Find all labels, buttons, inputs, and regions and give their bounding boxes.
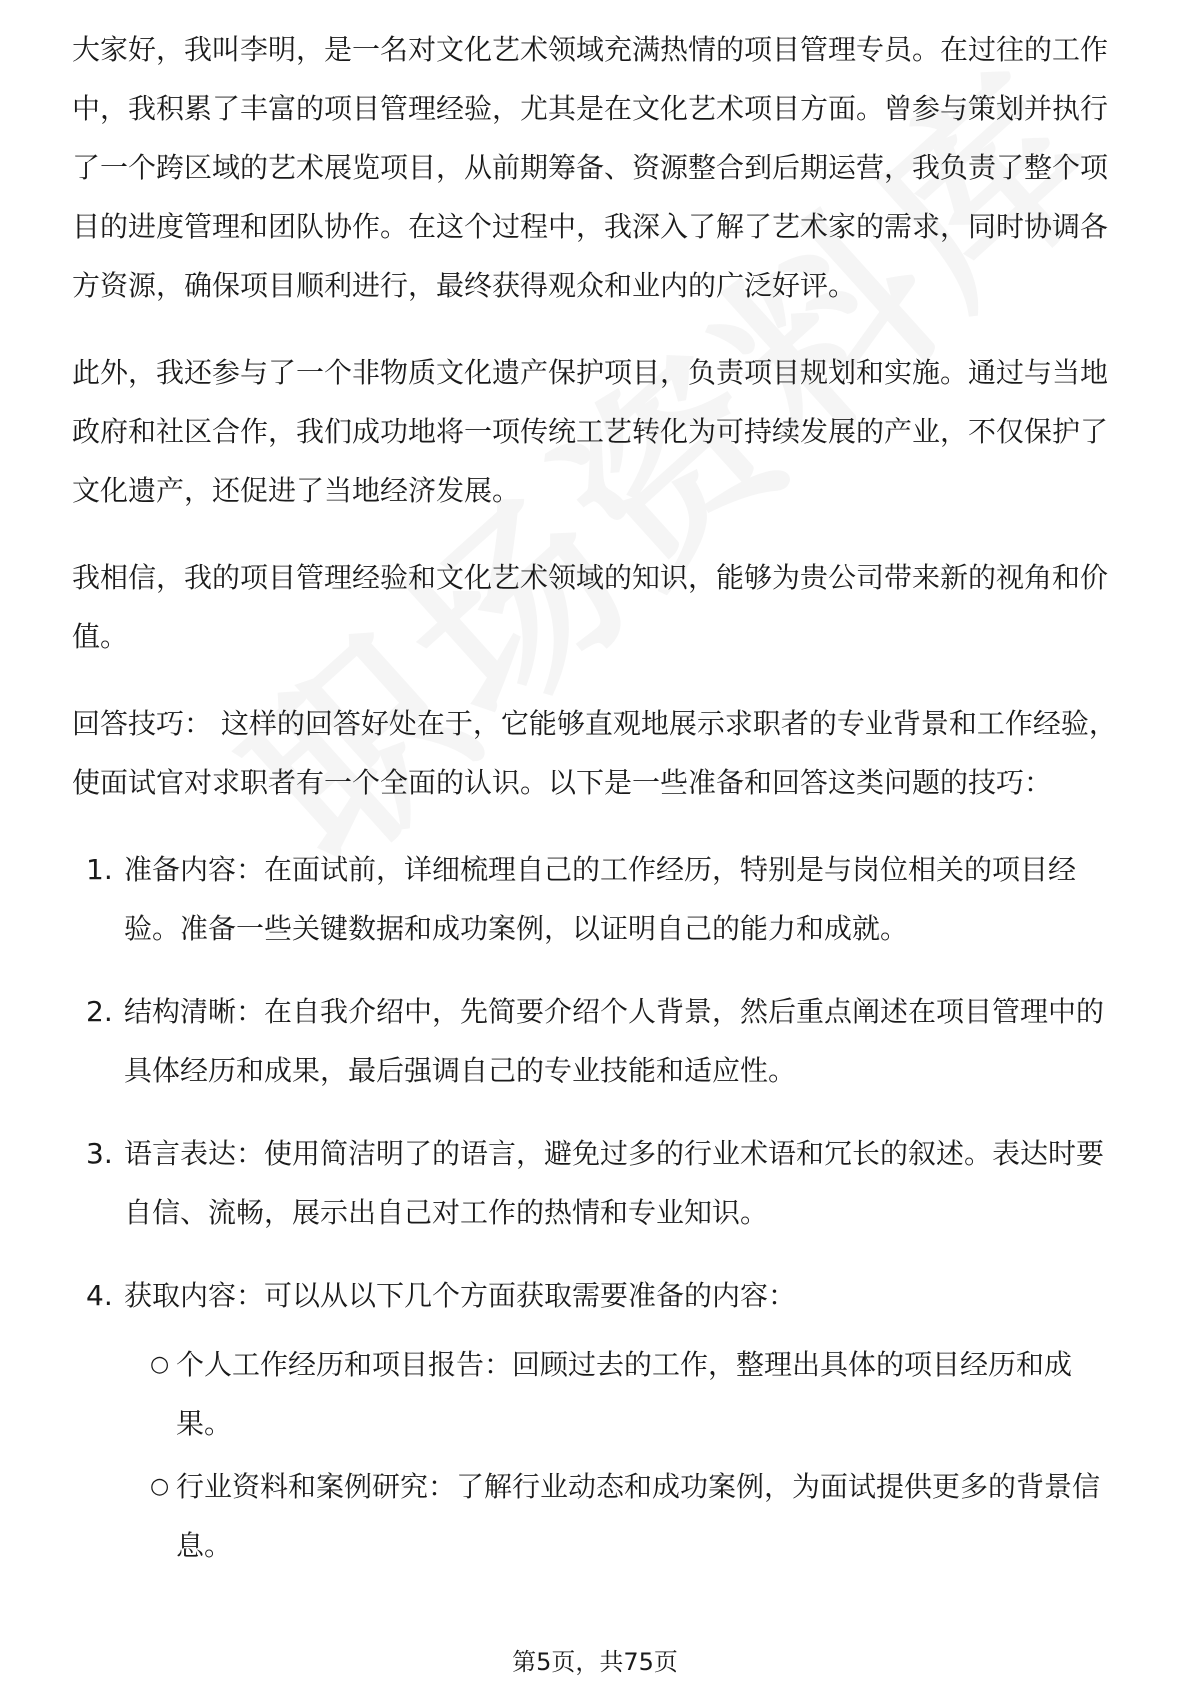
answer-tips-paragraph: 回答技巧： 这样的回答好处在于，它能够直观地展示求职者的专业背景和工作经验，使面试官对求职者有一个全面的认识。以下是一些准备和回答这类问题的技巧： — [72, 707, 1117, 799]
intro-paragraph: 大家好，我叫李明，是一名对文化艺术领域充满热情的项目管理专员。在过往的工作中，我积累了丰富的项目管理经验，尤其是在文化艺术项目方面。曾参与策划并执行了一个跨区域的艺术展览项目，从前期筹备、资源整合到后期运营，我负责了整个项目的进度管理和团队协作。在这个过程中，我深入了解了艺术家的需求，同时协调各方资源，确保项目顺利进行，最终获得观众和业内的广泛好评。 — [72, 33, 1109, 302]
list-item-text: 行业资料和案例研究：了解行业动态和成功案例，为面试提供更多的背景信息。 — [176, 1470, 1101, 1562]
sources-list — [72, 1335, 1120, 1575]
list-item — [72, 1266, 1120, 1575]
circle-bullet-icon: ○ — [150, 1352, 170, 1377]
tips-list — [72, 840, 1120, 1575]
list-item — [72, 840, 1120, 958]
list-item — [72, 1124, 1120, 1242]
page-number: 第5页，共75页 — [512, 1648, 678, 1676]
list-item — [72, 982, 1120, 1100]
list-number: 3. — [86, 1137, 113, 1170]
circle-bullet-icon: ○ — [150, 1474, 170, 1499]
list-item-text: 结构清晰：在自我介绍中，先简要介绍个人背景，然后重点阐述在项目管理中的具体经历和成果，最后强调自己的专业技能和适应性。 — [124, 995, 1105, 1087]
list-number: 1. — [86, 853, 113, 886]
list-number: 4. — [86, 1279, 113, 1312]
list-number: 2. — [86, 995, 113, 1028]
document-body — [72, 20, 1120, 1599]
closing-paragraph: 我相信，我的项目管理经验和文化艺术领域的知识，能够为贵公司带来新的视角和价值。 — [72, 561, 1109, 653]
heritage-paragraph: 此外，我还参与了一个非物质文化遗产保护项目，负责项目规划和实施。通过与当地政府和社区合作，我们成功地将一项传统工艺转化为可持续发展的产业，不仅保护了文化遗产，还促进了当地经济发展。 — [72, 356, 1109, 507]
list-item — [72, 1335, 1120, 1453]
list-item — [72, 1457, 1120, 1575]
list-item-text: 语言表达：使用简洁明了的语言，避免过多的行业术语和冗长的叙述。表达时要自信、流畅，展示出自己对工作的热情和专业知识。 — [124, 1137, 1105, 1229]
list-item-text: 获取内容：可以从以下几个方面获取需要准备的内容： — [124, 1279, 797, 1312]
list-item-text: 准备内容：在面试前，详细梳理自己的工作经历，特别是与岗位相关的项目经验。准备一些关键数据和成功案例，以证明自己的能力和成就。 — [124, 853, 1077, 945]
list-item-text: 个人工作经历和项目报告：回顾过去的工作，整理出具体的项目经历和成果。 — [176, 1348, 1073, 1440]
